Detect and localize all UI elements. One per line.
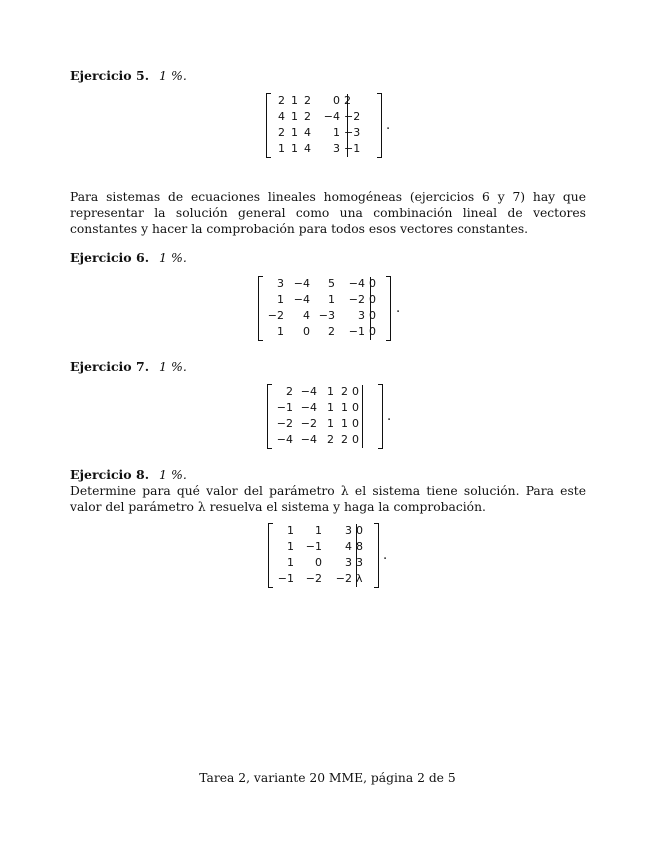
matrix-row <box>262 324 388 340</box>
matrix-cell: 5 <box>328 277 335 290</box>
matrix-cell: 2 <box>341 433 348 446</box>
matrix-cell: 0 <box>333 94 340 107</box>
matrix-cell: 1 <box>328 293 335 306</box>
matrix-cells <box>272 523 375 587</box>
matrix-cell: 1 <box>287 556 294 569</box>
matrix-cell: 2 <box>327 433 334 446</box>
matrix-cell: −2 <box>305 572 322 585</box>
exercise-8-matrix <box>268 523 388 588</box>
matrix-cell: −4 <box>293 293 310 306</box>
matrix-cell: 1 <box>277 293 284 306</box>
matrix-cell: 1 <box>341 417 348 430</box>
matrix-row <box>262 292 388 308</box>
matrix-cell: −2 <box>267 309 284 322</box>
matrix-cell: 0 <box>303 325 310 338</box>
exercise-7-weight: 1 %. <box>159 359 187 374</box>
exercise-8-heading <box>70 467 187 482</box>
left-bracket <box>266 93 271 158</box>
exercise-5-weight: 1 %. <box>159 68 187 83</box>
matrix-cell: 0 <box>352 417 359 430</box>
matrix-cell: 3 <box>333 142 340 155</box>
matrix-row <box>271 416 370 432</box>
matrix-row <box>273 141 368 157</box>
matrix-cell: 0 <box>315 556 322 569</box>
matrix-cells <box>262 276 388 340</box>
matrix-cell: 1 <box>327 417 334 430</box>
exercise-6-matrix <box>258 276 401 341</box>
matrix-cell: 3 <box>277 277 284 290</box>
matrix-cell: −4 <box>300 433 317 446</box>
matrix-cell: 1 <box>291 94 298 107</box>
exercise-6-title: Ejercicio 6. <box>70 250 150 265</box>
end-period: . <box>383 548 388 563</box>
matrix-cell: 1 <box>287 540 294 553</box>
matrix-row <box>262 308 388 324</box>
matrix-cell: 4 <box>303 309 310 322</box>
matrix-cell: 0 <box>369 293 376 306</box>
matrix-cell: 2 <box>278 94 285 107</box>
matrix-row <box>273 109 368 125</box>
matrix-cell: 0 <box>369 277 376 290</box>
matrix-cell: −1 <box>344 142 361 155</box>
matrix-row <box>273 125 368 141</box>
matrix-cell: 4 <box>304 126 311 139</box>
matrix-cell: 1 <box>327 385 334 398</box>
matrix-cell: 0 <box>356 524 363 537</box>
matrix-cell: 4 <box>278 110 285 123</box>
matrix-cell: 0 <box>352 433 359 446</box>
matrix-row <box>272 523 375 539</box>
matrix-cell: −4 <box>276 433 293 446</box>
right-bracket <box>377 93 382 158</box>
end-period: . <box>387 409 392 424</box>
matrix-cell: 2 <box>344 94 351 107</box>
matrix-cell: −2 <box>348 293 365 306</box>
matrix-cell: −4 <box>300 385 317 398</box>
matrix-cell: 4 <box>345 540 352 553</box>
matrix-cell: −3 <box>318 309 335 322</box>
exercise-7-matrix <box>267 384 392 449</box>
matrix-cell: −1 <box>348 325 365 338</box>
exercise-7-title: Ejercicio 7. <box>70 359 150 374</box>
matrix-cell: 1 <box>327 401 334 414</box>
exercise-8-statement: Determine para qué valor del parámetro λ el sistema tiene solución. Para este valor del parámetro λ resuelva el sistema y haga la comprobación. <box>70 484 586 514</box>
exercise-8-title: Ejercicio 8. <box>70 467 150 482</box>
matrix-cell: −2 <box>344 110 361 123</box>
matrix-cell: 1 <box>278 142 285 155</box>
matrix-cell: 1 <box>291 126 298 139</box>
matrix-row <box>271 432 370 448</box>
matrix-row <box>271 384 370 400</box>
matrix-cell: −1 <box>305 540 322 553</box>
matrix-cell: 2 <box>341 385 348 398</box>
matrix-cell: 0 <box>352 401 359 414</box>
exercise-5-title: Ejercicio 5. <box>70 68 150 83</box>
matrix-cell: −3 <box>344 126 361 139</box>
matrix-cell: 2 <box>286 385 293 398</box>
exercise-7-heading <box>70 359 187 374</box>
matrix-cell: 8 <box>356 540 363 553</box>
matrix-row <box>271 400 370 416</box>
matrix-cell: 1 <box>277 325 284 338</box>
matrix-cell: −4 <box>348 277 365 290</box>
matrix-cell: −1 <box>276 401 293 414</box>
matrix-cell: −2 <box>276 417 293 430</box>
matrix-cell: 3 <box>356 556 363 569</box>
matrix-cell: 1 <box>287 524 294 537</box>
page-footer: Tarea 2, variante 20 MME, página 2 de 5 <box>199 771 456 785</box>
exercise-6-heading <box>70 250 187 265</box>
matrix-cell: −2 <box>300 417 317 430</box>
matrix-row <box>272 571 375 587</box>
matrix-row <box>262 276 388 292</box>
matrix-cells <box>271 384 370 448</box>
matrix-cell: 0 <box>369 325 376 338</box>
matrix-cell: 0 <box>369 309 376 322</box>
matrix-cell: 0 <box>352 385 359 398</box>
matrix-cell: −1 <box>277 572 294 585</box>
matrix-cell: 1 <box>333 126 340 139</box>
exercise-5-matrix <box>266 93 391 158</box>
matrix-cell: 1 <box>315 524 322 537</box>
exercise-5-heading <box>70 68 187 83</box>
matrix-cell: 1 <box>291 142 298 155</box>
matrix-cell: 2 <box>304 110 311 123</box>
matrix-cell: −4 <box>300 401 317 414</box>
matrix-cell: λ <box>356 572 363 585</box>
exercise-6-weight: 1 %. <box>159 250 187 265</box>
exercise-8-weight: 1 %. <box>159 467 187 482</box>
matrix-cell: 1 <box>291 110 298 123</box>
matrix-cell: −4 <box>293 277 310 290</box>
matrix-cells <box>273 93 368 157</box>
matrix-cell: 2 <box>304 94 311 107</box>
end-period: . <box>396 301 401 316</box>
homogeneous-note: Para sistemas de ecuaciones lineales homogéneas (ejercicios 6 y 7) hay que representar la solución general como una combinación lineal de vectores constantes y hacer la comprobación para todos esos vectores constantes. <box>70 190 586 236</box>
matrix-row <box>272 555 375 571</box>
matrix-cell: 3 <box>345 556 352 569</box>
right-bracket <box>378 384 383 449</box>
matrix-cell: 4 <box>304 142 311 155</box>
end-period: . <box>386 118 391 133</box>
matrix-row <box>273 93 368 109</box>
matrix-cell: 2 <box>328 325 335 338</box>
matrix-cell: 3 <box>345 524 352 537</box>
matrix-cell: 2 <box>278 126 285 139</box>
matrix-row <box>272 539 375 555</box>
matrix-cell: −4 <box>323 110 340 123</box>
matrix-cell: −2 <box>335 572 352 585</box>
matrix-cell: 1 <box>341 401 348 414</box>
matrix-cell: 3 <box>358 309 365 322</box>
